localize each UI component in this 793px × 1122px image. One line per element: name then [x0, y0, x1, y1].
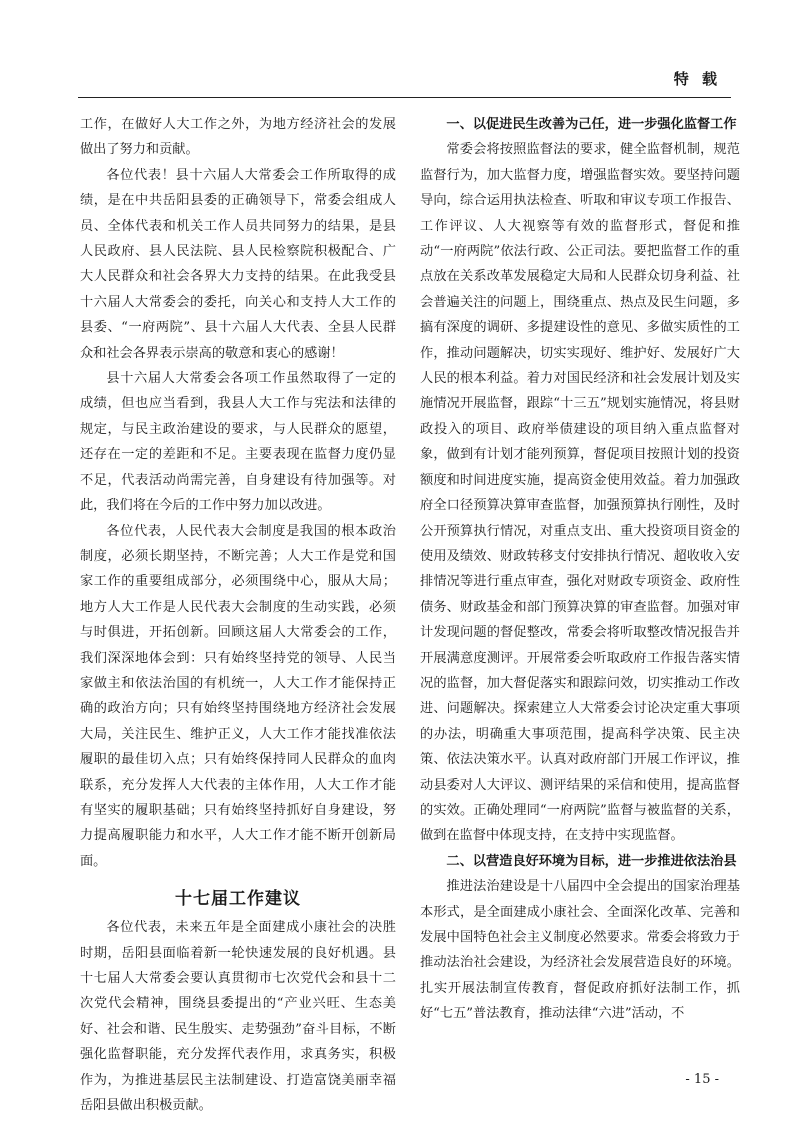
paragraph: 常委会将按照监督法的要求，健全监督机制，规范监督行为，加大监督力度，增强监督实效。要坚持问题导向，综合运用执法检查、听取和审议专项工作报告、工作评议、人大视察等有效的监督形式，督促和推动“一府两院”依法行政、公正司法。要把监督工作的重点放在关系改革发展稳定大局和人民群众切身利益、社会普遍关注的问题上，围绕重点、热点及民生问题，多搞有深度的调研、多提建设性的意见、多做实质性的工作，推动问题解决，切实实现好、维护好、发展好广大人民的根本利益。着力对国民经济和社会发展计划及实施情况开展监督，跟踪“十三五”规划实施情况，将县财政投入的项目、政府举债建设的项目纳入重点监督对象，做到有计划才能列预算，督促项目按照计划的投资额度和时间进度实施，提高资金使用效益。着力加强政府全口径预算决算审查监督，加强预算执行刚性，及时公开预算执行情况，对重点支出、重大投资项目资金的使用及绩效、财政转移支付安排执行情况、超收收入安排情况等进行重点审查，强化对财政专项资金、政府性债务、财政基金和部门预算决算的审查监督。加强对审计发现问题的督促整改，常委会将听取整改情况报告并开展满意度测评。开展常委会听取政府工作报告落实情况的监督，加大督促落实和跟踪问效，切实推动工作改进、问题解决。探索建立人大常委会讨论决定重大事项的办法，明确重大事项范围，提高科学决策、民主决策、依法决策水平。认真对政府部门开展工作评议，推动县委对人大评议、测评结果的采信和使用，提高监督的实效。正确处理同“一府两院”监督与被监督的关系，做到在监督中体现支持，在支持中实现监督。	[420, 142, 740, 844]
paragraph: 各位代表，未来五年是全面建成小康社会的决胜时期，岳阳县面临着新一轮快速发展的良好机遇。县十七届人大常委会要认真贯彻市七次党代会和县十二次党代会精神，围绕县委提出的“产业兴旺、生态美好、社会和谐、民生殷实、走势强劲”奋斗目标，不断强化监督职能，充分发挥代表作用，求真务实，积极作为，为推进基层民主法制建设、打造富饶美丽幸福岳阳县做出积极贡献。	[80, 920, 396, 1114]
paragraph: 工作，在做好人大工作之外，为地方经济社会的发展做出了努力和贡献。	[80, 117, 396, 158]
right-column	[420, 112, 740, 1027]
left-column	[80, 112, 396, 1118]
section-label: 特 载	[673, 70, 721, 88]
paragraph: 推进法治建设是十八届四中全会提出的国家治理基本形式，是全面建成小康社会、全面深化改革、完善和发展中国特色社会主义制度必然要求。常委会将致力于推动法治社会建设，为经济社会发展营造良好的环境。扎实开展法制宣传教育，督促政府抓好法制工作，抓好“七五”普法教育，推动法律“六进”活动，不	[420, 879, 740, 1022]
subheading: 一、以促进民生改善为己任，进一步强化监督工作	[446, 117, 737, 132]
header-divider	[78, 97, 731, 98]
section-title: 十七届工作建议	[175, 889, 301, 910]
page-number: - 15 -	[685, 1072, 719, 1087]
paragraph: 县十六届人大常委会各项工作虽然取得了一定的成绩，但也应当看到，我县人大工作与宪法和法律的规定，与民主政治建设的要求，与人民群众的愿望，还存在一定的差距和不足。主要表现在监督力度仍显不足，代表活动尚需完善，自身建设有待加强等。对此，我们将在今后的工作中努力加以改进。	[80, 371, 396, 514]
paragraph: 各位代表！县十六届人大常委会工作所取得的成绩，是在中共岳阳县委的正确领导下，常委会组成人员、全体代表和机关工作人员共同努力的结果，是县人民政府、县人民法院、县人民检察院积极配合、广大人民群众和社会各界大力支持的结果。在此我受县十六届人大常委会的委托，向关心和支持人大工作的县委、“一府两院”、县十六届人大代表、全县人民群众和社会各界表示崇高的敬意和衷心的感谢！	[80, 167, 396, 361]
subheading: 二、以营造良好环境为目标，进一步推进依法治县	[446, 853, 737, 869]
paragraph: 各位代表，人民代表大会制度是我国的根本政治制度，必须长期坚持，不断完善；人大工作是党和国家工作的重要组成部分，必须围绕中心，服从大局；地方人大工作是人民代表大会制度的生动实践，必须与时俱进，开拓创新。回顾这届人大常委会的工作，我们深深地体会到：只有始终坚持党的领导、人民当家做主和依法治国的有机统一，人大工作才能保持正确的政治方向；只有始终坚持围绕地方经济社会发展大局，关注民生、维护正义，人大工作才能找准依法履职的最佳切入点；只有始终保持同人民群众的血肉联系，充分发挥人大代表的主体作用，人大工作才能有坚实的履职基础；只有始终坚持抓好自身建设，努力提高履职能力和水平，人大工作才能不断开创新局面。	[80, 523, 396, 869]
